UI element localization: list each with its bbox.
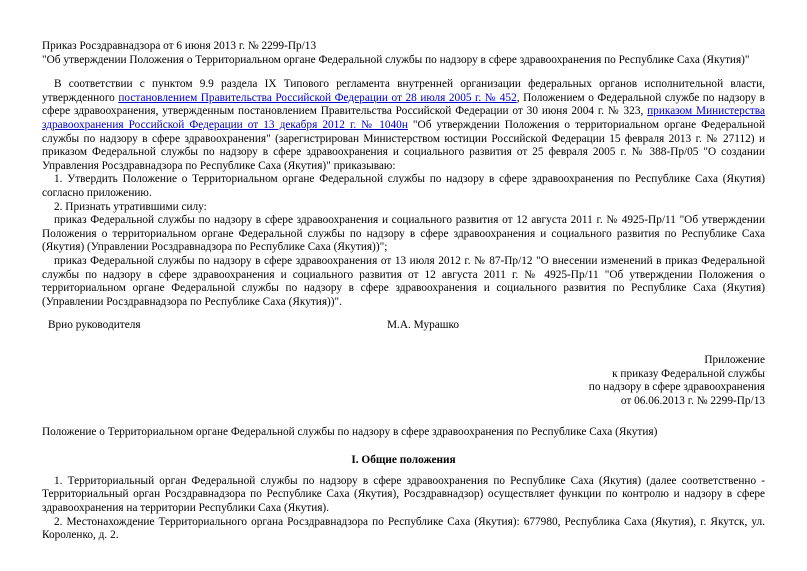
appendix-line-3: по надзору в сфере здравоохранения xyxy=(588,381,765,394)
appendix-line-4: от 06.06.2013 г. № 2299-Пр/13 xyxy=(620,395,765,408)
preamble-text-3: "Об утверждении Положения о территориальном органе Федеральной службы по надзору в сфере здравоохранения" (зарегистрирован Министерством юстиции Российской Федерации 15 февраля 2013 г. № 27112) и приказом Федеральной службы по надзору в сфере здравоохранения и социального развития от 25 февраля 2005 г. № 388-Пр/05 "О создании Управления Росздравнадзора по Республике Саха (Якутия)" приказываю: xyxy=(42,118,766,172)
order-subject: "Об утверждении Положения о Территориальном органе Федеральной службы по надзору в сфере здравоохранения по Республике Саха (Якутия)" xyxy=(42,53,750,66)
repealed-order-2-paragraph: приказ Федеральной службы по надзору в сфере здравоохранения от 13 июля 2012 г. № 87-Пр/12 "О внесении изменений в приказ Федеральной службы по надзору в сфере здравоохранения и социального развития от 12 августа 2011 г. № 4925-Пр/11 "Об утверждении Положения о территориальном органе Федеральной службы по надзору в сфере здравоохранения и социального развития по Республике Саха (Якутия) (Управлении Росздравнадзора по Республике Саха (Якутия))". xyxy=(42,254,765,308)
regulation-title: Положение о Территориальном органе Федеральной службы по надзору в сфере здравоохранения по Республике Саха (Якутия) xyxy=(42,425,658,438)
signature-block xyxy=(42,319,765,333)
section-1-paragraph-2: 2. Местонахождение Территориального органа Росздравнадзора по Республике Саха (Якутия): 677980, Республика Саха (Якутия), г. Якутск, ул. Короленко, д. 2. xyxy=(42,515,765,542)
appendix-reference xyxy=(42,354,765,408)
appendix-line-2: к приказу Федеральной службы xyxy=(612,367,765,380)
link-order-1040n[interactable]: приказом Министерства здравоохранения Российской Федерации от 13 декабря 2012 г. № 1040н xyxy=(42,105,765,131)
repealed-order-1-paragraph: приказ Федеральной службы по надзору в сфере здравоохранения и социального развития от 12 августа 2011 г. № 4925-Пр/11 "Об утверждении Положения о территориальном органе Федеральной службы по надзору в сфере здравоохранения и социального развития по Республике Саха (Якутия) (Управлении Росздравнадзора по Республике Саха (Якутия))"; xyxy=(42,214,765,254)
preamble-text-1: В соответствии с пунктом 9.9 раздела IX Типового регламента внутренней организации федеральных органов исполнительной власти, утвержденного xyxy=(42,78,765,104)
signatory-name: М.А. Мурашко xyxy=(387,319,460,332)
document-page xyxy=(42,40,765,543)
section-heading: I. Общие положения xyxy=(351,454,456,467)
preamble-text-2: , Положением о Федеральной службе по надзору в сфере здравоохранения, утвержденным постановлением Правительства Российской Федерации от 30 июня 2004 г. № 323, xyxy=(42,91,765,118)
order-title: Приказ Росздравнадзора от 6 июня 2013 г. № 2299-Пр/13 xyxy=(42,40,317,52)
signatory-position: Врио руководителя xyxy=(48,319,141,332)
link-resolution-452[interactable]: постановлением Правительства Российской Федерации от 28 июля 2005 г. № 452 xyxy=(118,91,517,104)
item-2-paragraph: 2. Признать утратившими силу: xyxy=(54,200,207,213)
section-1-paragraph-1: 1. Территориальный орган Федеральной службы по надзору в сфере здравоохранения по Республике Саха (Якутия) (далее соответственно - Территориальный орган Росздравнадзора по Республике Саха (Якутия), Росздравнадзор) осуществляет функции по контролю и надзору в сфере здравоохранения на территории Республики Саха (Якутия). xyxy=(42,474,765,515)
preamble-paragraph xyxy=(42,78,765,173)
appendix-line-1: Приложение xyxy=(704,354,765,367)
item-1-paragraph: 1. Утвердить Положение о Территориальном органе Федеральной службы по надзору в сфере здравоохранения по Республике Саха (Якутия) согласно приложению. xyxy=(42,173,765,199)
